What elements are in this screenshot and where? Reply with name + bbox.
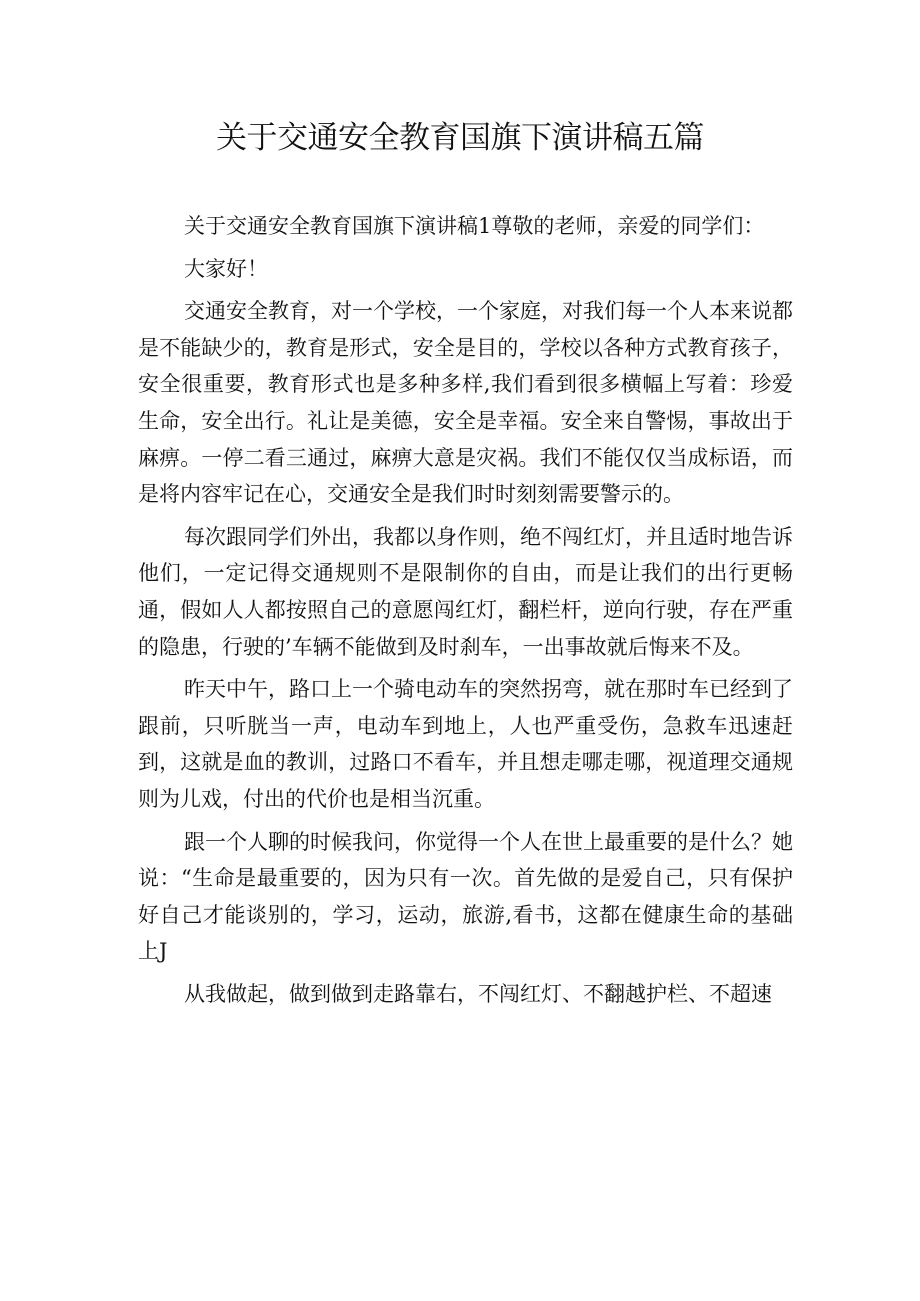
document-title: 关于交通安全教育国旗下演讲稿五篇	[216, 120, 704, 156]
paragraph-hello: 大家好！	[184, 256, 268, 281]
paragraph-accident-story: 昨天中午，路口上一个骑电动车的突然拐弯，就在那时车已经到了跟前，只听胱当一声，电动车到地上，人也严重受伤，急救车迅速赶到，这就是血的教训，过路口不看车，并且想走哪走哪，视道理交通规则为儿戏，付出的代价也是相当沉重。	[138, 677, 793, 811]
paragraph-conversation: 跟一个人聊的时候我问，你觉得一个人在世上最重要的是什么？她说：“生命是最重要的，因为只有一次。首先做的是爱自己，只有保护好自己才能谈别的，学习，运动，旅游,看书，这都在健康生命的基础上J	[138, 829, 793, 964]
paragraph-outing-example: 每次跟同学们外出，我都以身作则，绝不闯红灯，并且适时地告诉他们，一定记得交通规则不是限制你的自由，而是让我们的出行更畅通，假如人人都按照自己的意愿闯红灯，翻栏杆，逆向行驶，存在严重的隐患，行驶的’车辆不能做到及时刹车，一出事故就后悔来不及。	[138, 524, 793, 659]
paragraph-greeting-line: 关于交通安全教育国旗下演讲稿1尊敬的老师，亲爱的同学们：	[184, 214, 765, 238]
paragraph-traffic-education: 交通安全教育，对一个学校，一个家庭，对我们每一个人本来说都是不能缺少的，教育是形式，安全是目的，学校以各种方式教育孩子，安全很重要，教育形式也是多种多样,我们看到很多横幅上写着：珍爱生命，安全出行。礼让是美德，安全是幸福。安全来自警惕，事故出于麻痹。一停二看三通过，麻痹大意是灾祸。我们不能仅仅当成标语，而是将内容牢记在心，交通安全是我们时时刻刻需要警示的。	[138, 299, 793, 507]
document-body	[138, 208, 793, 1018]
paragraph-start-with-me: 从我做起，做到做到走路靠右，不闯红灯、不翻越护栏、不超速	[184, 981, 772, 1006]
